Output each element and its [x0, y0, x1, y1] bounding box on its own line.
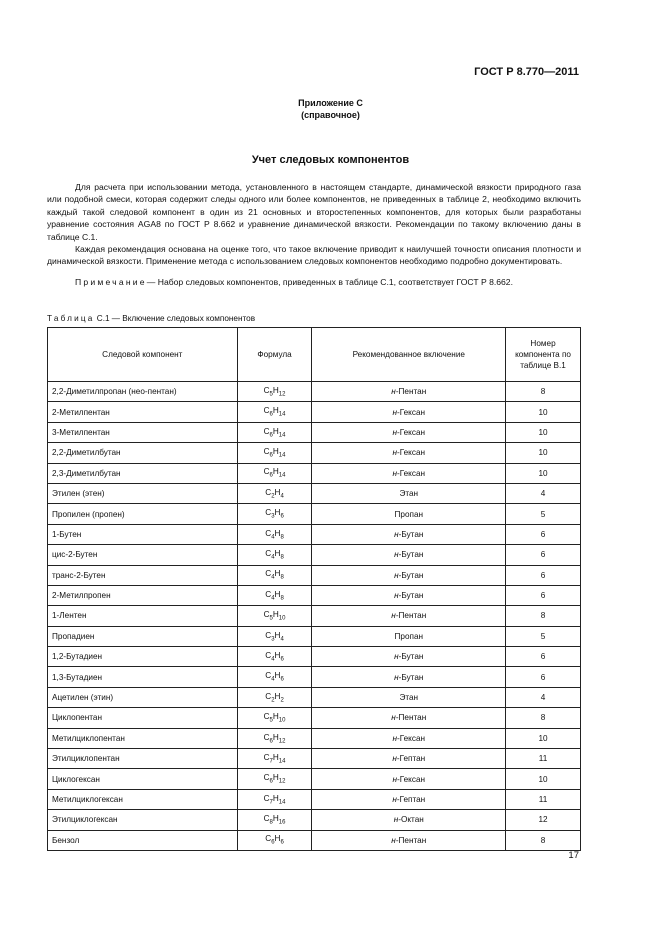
formula-element: C — [265, 487, 272, 497]
table-row — [48, 545, 581, 565]
formula-subscript: 7 — [269, 758, 273, 765]
component-number: 11 — [506, 749, 581, 769]
inclusion-prefix: н — [392, 774, 398, 784]
table-row — [48, 524, 581, 544]
component-number: 10 — [506, 728, 581, 748]
component-name: цис-2-Бутен — [48, 545, 238, 565]
formula-subscript: 14 — [278, 411, 286, 418]
formula-element: H — [272, 814, 279, 824]
inclusion-name: -Бутан — [398, 591, 424, 601]
inclusion-prefix: н — [394, 550, 399, 560]
table-row — [48, 402, 581, 422]
inclusion-name: -Гексан — [397, 774, 426, 784]
formula-subscript: 6 — [269, 473, 273, 480]
formula-subscript: 6 — [271, 840, 275, 847]
formula-subscript: 10 — [278, 717, 286, 724]
formula-element: H — [274, 549, 281, 558]
inclusion-prefix: н — [391, 835, 396, 845]
inclusion-prefix: н — [391, 387, 396, 397]
table-caption-label: Таблица — [47, 314, 95, 323]
component-name: Циклопентан — [48, 708, 238, 728]
component-formula — [237, 382, 312, 402]
inclusion-name: -Пентан — [395, 611, 427, 621]
formula-element: C — [265, 549, 272, 558]
formula-element: C — [263, 385, 270, 395]
component-name: Циклогексан — [48, 769, 238, 789]
component-formula — [237, 422, 312, 442]
formula-element: H — [272, 406, 279, 416]
formula-subscript: 4 — [271, 554, 275, 561]
table-row — [48, 647, 581, 667]
inclusion-name: Этан — [399, 693, 419, 703]
paragraph: Каждая рекомендация основана на оценке того, что такое включение приводит к наилучшей точности описания плотности и динамической вязкости. Применение метода с использованием следовых компонентов необходимо подробно документировать. — [47, 244, 581, 267]
formula-element: H — [272, 385, 279, 395]
formula-element: C — [265, 508, 272, 518]
section-title: Учет следовых компонентов — [251, 154, 410, 166]
component-name: 2,2-Диметилбутан — [48, 443, 238, 463]
formula-subscript: 2 — [271, 493, 275, 500]
formula-element: H — [272, 773, 279, 783]
component-name: 2-Метилпентан — [48, 402, 238, 422]
inclusion-name: -Бутан — [398, 672, 424, 682]
recommended-inclusion — [312, 545, 506, 565]
note — [47, 276, 581, 288]
component-number: 5 — [506, 504, 581, 524]
formula-element: H — [274, 528, 281, 538]
note-text: — Набор следовых компонентов, приведенных в таблице С.1, соответствует ГОСТ Р 8.662. — [146, 276, 513, 287]
inclusion-prefix: н — [392, 795, 397, 804]
component-formula — [237, 830, 312, 850]
recommended-inclusion — [312, 749, 506, 769]
component-formula — [237, 545, 312, 565]
inclusion-name: -Бутан — [398, 652, 424, 662]
inclusion-prefix: н — [394, 591, 399, 601]
formula-element: H — [274, 487, 281, 497]
inclusion-name: -Гексан — [397, 427, 426, 437]
component-name: 2,2-Диметилпропан (нео-пентан) — [48, 382, 238, 402]
component-formula — [237, 606, 312, 626]
formula-subscript: 8 — [280, 534, 284, 541]
component-number: 6 — [506, 647, 581, 667]
component-number: 12 — [506, 810, 581, 830]
table-row — [48, 708, 581, 728]
table-caption-text: С.1 — Включение следовых компонентов — [94, 314, 256, 323]
table-row — [48, 585, 581, 605]
component-name: Пропилен (пропен) — [48, 504, 238, 524]
component-formula — [237, 667, 312, 687]
component-name: 2-Метилпропен — [48, 585, 238, 605]
formula-element: C — [263, 814, 270, 824]
formula-subscript: 5 — [269, 391, 273, 398]
component-formula — [237, 504, 312, 524]
formula-element: H — [272, 712, 279, 722]
formula-subscript: 6 — [269, 411, 273, 418]
header-number: Номер компонента по таблице В.1 — [506, 328, 581, 382]
component-number: 6 — [506, 545, 581, 565]
formula-element: H — [272, 447, 279, 457]
inclusion-prefix: н — [391, 611, 396, 621]
component-formula — [237, 585, 312, 605]
inclusion-prefix: н — [393, 815, 399, 825]
recommended-inclusion — [312, 402, 506, 422]
table-row — [48, 443, 581, 463]
formula-subscript: 2 — [271, 697, 275, 704]
table-row — [48, 687, 581, 707]
component-number: 4 — [506, 483, 581, 503]
component-name: 1,3-Бутадиен — [48, 667, 238, 687]
inclusion-name: Этан — [399, 489, 419, 499]
component-number: 8 — [506, 606, 581, 626]
table-header-row — [48, 328, 581, 382]
recommended-inclusion — [312, 422, 506, 442]
recommended-inclusion — [312, 687, 506, 707]
component-name: 1,2-Бутадиен — [48, 647, 238, 667]
recommended-inclusion — [312, 504, 506, 524]
recommended-inclusion — [312, 810, 506, 830]
inclusion-prefix: н — [392, 427, 398, 437]
formula-element: H — [274, 834, 281, 844]
component-number: 6 — [506, 565, 581, 585]
formula-subscript: 8 — [280, 554, 284, 561]
formula-subscript: 6 — [280, 513, 284, 520]
component-name: Этилциклопентан — [48, 749, 238, 769]
formula-element: H — [274, 671, 281, 681]
page-number: 17 — [568, 850, 579, 861]
annex-type: (справочное) — [301, 110, 360, 120]
inclusion-name: -Пентан — [395, 387, 427, 397]
formula-element: C — [265, 569, 272, 579]
component-number: 11 — [506, 789, 581, 809]
table-row — [48, 810, 581, 830]
component-number: 6 — [506, 585, 581, 605]
inclusion-name: -Гексан — [397, 448, 426, 458]
formula-element: H — [274, 589, 281, 599]
inclusion-prefix: н — [392, 468, 398, 478]
component-name: транс-2-Бутен — [48, 565, 238, 585]
component-formula — [237, 789, 312, 809]
inclusion-prefix: н — [392, 407, 398, 417]
formula-element: H — [272, 426, 279, 436]
formula-subscript: 4 — [271, 676, 275, 683]
table-row — [48, 830, 581, 850]
formula-subscript: 6 — [280, 676, 284, 683]
formula-subscript: 4 — [271, 656, 275, 663]
inclusion-prefix: н — [394, 570, 399, 580]
formula-subscript: 8 — [269, 819, 273, 826]
formula-subscript: 12 — [278, 391, 286, 398]
recommended-inclusion — [312, 626, 506, 646]
recommended-inclusion — [312, 443, 506, 463]
formula-subscript: 7 — [269, 799, 273, 806]
formula-element: C — [263, 610, 270, 620]
formula-subscript: 3 — [271, 636, 275, 643]
formula-element: H — [272, 732, 279, 742]
formula-subscript: 3 — [271, 513, 275, 520]
table-row — [48, 565, 581, 585]
component-name: 3-Метилпентан — [48, 422, 238, 442]
component-formula — [237, 769, 312, 789]
recommended-inclusion — [312, 463, 506, 483]
formula-subscript: 5 — [269, 615, 273, 622]
component-formula — [237, 728, 312, 748]
component-formula — [237, 402, 312, 422]
inclusion-name: -Бутан — [398, 570, 424, 580]
note-label: Примечание — [75, 276, 147, 287]
document-code: ГОСТ Р 8.770—2011 — [474, 66, 579, 78]
table-row — [48, 769, 581, 789]
table-row — [48, 626, 581, 646]
table-row — [48, 504, 581, 524]
formula-element: C — [263, 752, 270, 762]
recommended-inclusion — [312, 647, 506, 667]
formula-subscript: 12 — [278, 778, 286, 785]
recommended-inclusion — [312, 524, 506, 544]
formula-subscript: 4 — [271, 595, 275, 602]
component-number: 10 — [506, 422, 581, 442]
formula-subscript: 4 — [280, 636, 284, 643]
formula-element: C — [265, 671, 272, 681]
component-formula — [237, 565, 312, 585]
component-number: 10 — [506, 769, 581, 789]
formula-subscript: 2 — [280, 697, 284, 704]
formula-subscript: 12 — [278, 738, 286, 745]
component-name: Этилен (этен) — [48, 483, 238, 503]
component-name: 1-Лентен — [48, 606, 238, 626]
formula-element: C — [265, 589, 272, 599]
annex-heading — [0, 97, 661, 121]
inclusion-prefix: н — [394, 672, 399, 682]
component-name: Метилциклогексан — [48, 789, 238, 809]
formula-element: H — [274, 691, 281, 701]
recommended-inclusion — [312, 483, 506, 503]
formula-element: C — [265, 650, 272, 660]
recommended-inclusion — [312, 830, 506, 850]
formula-element: C — [263, 447, 270, 457]
recommended-inclusion — [312, 769, 506, 789]
recommended-inclusion — [312, 708, 506, 728]
table-row — [48, 422, 581, 442]
component-name: Бензол — [48, 830, 238, 850]
formula-subscript: 6 — [269, 778, 273, 785]
formula-element: C — [265, 691, 272, 701]
paragraph: Для расчета при использовании метода, установленного в настоящем стандарте, динамической вязкости природного газа или подобной смеси, которая содержит следы одного или более компонентов, не приведенных в таблице 2, необходимо включить каждый такой следовой компонент в один из 21 основных и второстепенных компонентов, для которых были разработаны уравнение состояния AGA8 по ГОСТ Р 8.662 и уравнение динамической вязкости. Рекомендации по такому включению даны в таблице С.1. — [47, 182, 581, 242]
table-caption — [47, 314, 255, 323]
formula-subscript: 14 — [278, 758, 286, 765]
formula-subscript: 6 — [280, 840, 284, 847]
formula-element: C — [263, 467, 270, 477]
formula-subscript: 10 — [278, 615, 286, 622]
component-name: 2,3-Диметилбутан — [48, 463, 238, 483]
table-row — [48, 728, 581, 748]
table-row — [48, 667, 581, 687]
recommended-inclusion — [312, 585, 506, 605]
body-text — [47, 181, 581, 288]
header-formula: Формула — [237, 328, 312, 382]
table-row — [48, 483, 581, 503]
inclusion-name: Пропан — [394, 509, 424, 519]
recommended-inclusion — [312, 667, 506, 687]
component-number: 8 — [506, 830, 581, 850]
table-row — [48, 789, 581, 809]
component-number: 6 — [506, 667, 581, 687]
inclusion-name: -Гексан — [397, 468, 426, 478]
component-name: Метилциклопентан — [48, 728, 238, 748]
component-formula — [237, 647, 312, 667]
formula-element: H — [274, 630, 281, 640]
formula-element: C — [263, 406, 270, 416]
component-formula — [237, 443, 312, 463]
formula-element: C — [263, 773, 270, 783]
component-formula — [237, 749, 312, 769]
inclusion-prefix: н — [394, 529, 399, 539]
table-body — [48, 382, 581, 851]
formula-element: H — [272, 467, 279, 477]
component-number: 10 — [506, 463, 581, 483]
formula-element: H — [272, 793, 279, 803]
component-number: 8 — [506, 708, 581, 728]
component-formula — [237, 626, 312, 646]
inclusion-name: -Пентан — [395, 835, 427, 845]
formula-element: H — [272, 610, 279, 620]
component-formula — [237, 463, 312, 483]
inclusion-name: -Октан — [398, 815, 424, 825]
formula-element: H — [272, 752, 279, 762]
trace-components-table — [47, 327, 581, 851]
inclusion-prefix: н — [391, 713, 396, 723]
formula-subscript: 6 — [269, 738, 273, 745]
formula-subscript: 14 — [278, 473, 286, 480]
inclusion-name: -Гексан — [397, 407, 426, 417]
inclusion-name: -Гексан — [397, 733, 426, 743]
inclusion-name: -Гептан — [396, 754, 426, 764]
inclusion-prefix: н — [392, 733, 398, 743]
recommended-inclusion — [312, 606, 506, 626]
formula-subscript: 6 — [280, 656, 284, 663]
recommended-inclusion — [312, 382, 506, 402]
component-name: 1-Бутен — [48, 524, 238, 544]
component-formula — [237, 524, 312, 544]
formula-subscript: 16 — [278, 819, 286, 826]
inclusion-prefix: н — [392, 448, 398, 458]
table-row — [48, 463, 581, 483]
component-name: Ацетилен (этин) — [48, 687, 238, 707]
inclusion-name: -Бутан — [398, 529, 424, 539]
component-formula — [237, 483, 312, 503]
recommended-inclusion — [312, 728, 506, 748]
component-number: 10 — [506, 402, 581, 422]
formula-subscript: 4 — [271, 534, 275, 541]
formula-element: C — [263, 732, 270, 742]
formula-subscript: 6 — [269, 452, 273, 459]
component-name: Этилциклогексан — [48, 810, 238, 830]
header-component: Следовой компонент — [48, 328, 238, 382]
recommended-inclusion — [312, 565, 506, 585]
component-name: Пропадиен — [48, 626, 238, 646]
inclusion-name: -Пентан — [395, 713, 427, 723]
formula-subscript: 8 — [280, 595, 284, 602]
table-row — [48, 382, 581, 402]
table-row — [48, 749, 581, 769]
table-row — [48, 606, 581, 626]
component-number: 6 — [506, 524, 581, 544]
annex-title: Приложение С — [298, 98, 363, 108]
formula-subscript: 4 — [280, 493, 284, 500]
inclusion-name: -Гептан — [396, 795, 426, 804]
formula-element: C — [265, 630, 272, 640]
inclusion-name: Пропан — [394, 631, 424, 641]
inclusion-prefix: н — [394, 652, 399, 662]
header-inclusion: Рекомендованное включение — [312, 328, 506, 382]
inclusion-prefix: н — [392, 754, 397, 764]
formula-subscript: 14 — [278, 452, 286, 459]
formula-subscript: 8 — [280, 575, 284, 582]
component-formula — [237, 687, 312, 707]
formula-element: C — [263, 426, 270, 436]
formula-element: C — [265, 528, 272, 538]
formula-element: C — [263, 793, 270, 803]
formula-element: C — [263, 712, 270, 722]
component-formula — [237, 810, 312, 830]
formula-subscript: 5 — [269, 717, 273, 724]
formula-subscript: 6 — [269, 432, 273, 439]
component-formula — [237, 708, 312, 728]
formula-element: H — [274, 569, 281, 579]
component-number: 5 — [506, 626, 581, 646]
component-number: 4 — [506, 687, 581, 707]
recommended-inclusion — [312, 789, 506, 809]
formula-element: H — [274, 508, 281, 518]
formula-subscript: 4 — [271, 575, 275, 582]
component-number: 8 — [506, 382, 581, 402]
component-number: 10 — [506, 443, 581, 463]
formula-element: H — [274, 650, 281, 660]
formula-element: C — [265, 834, 272, 844]
formula-subscript: 14 — [278, 432, 286, 439]
inclusion-name: -Бутан — [398, 550, 424, 560]
formula-subscript: 14 — [278, 799, 286, 806]
